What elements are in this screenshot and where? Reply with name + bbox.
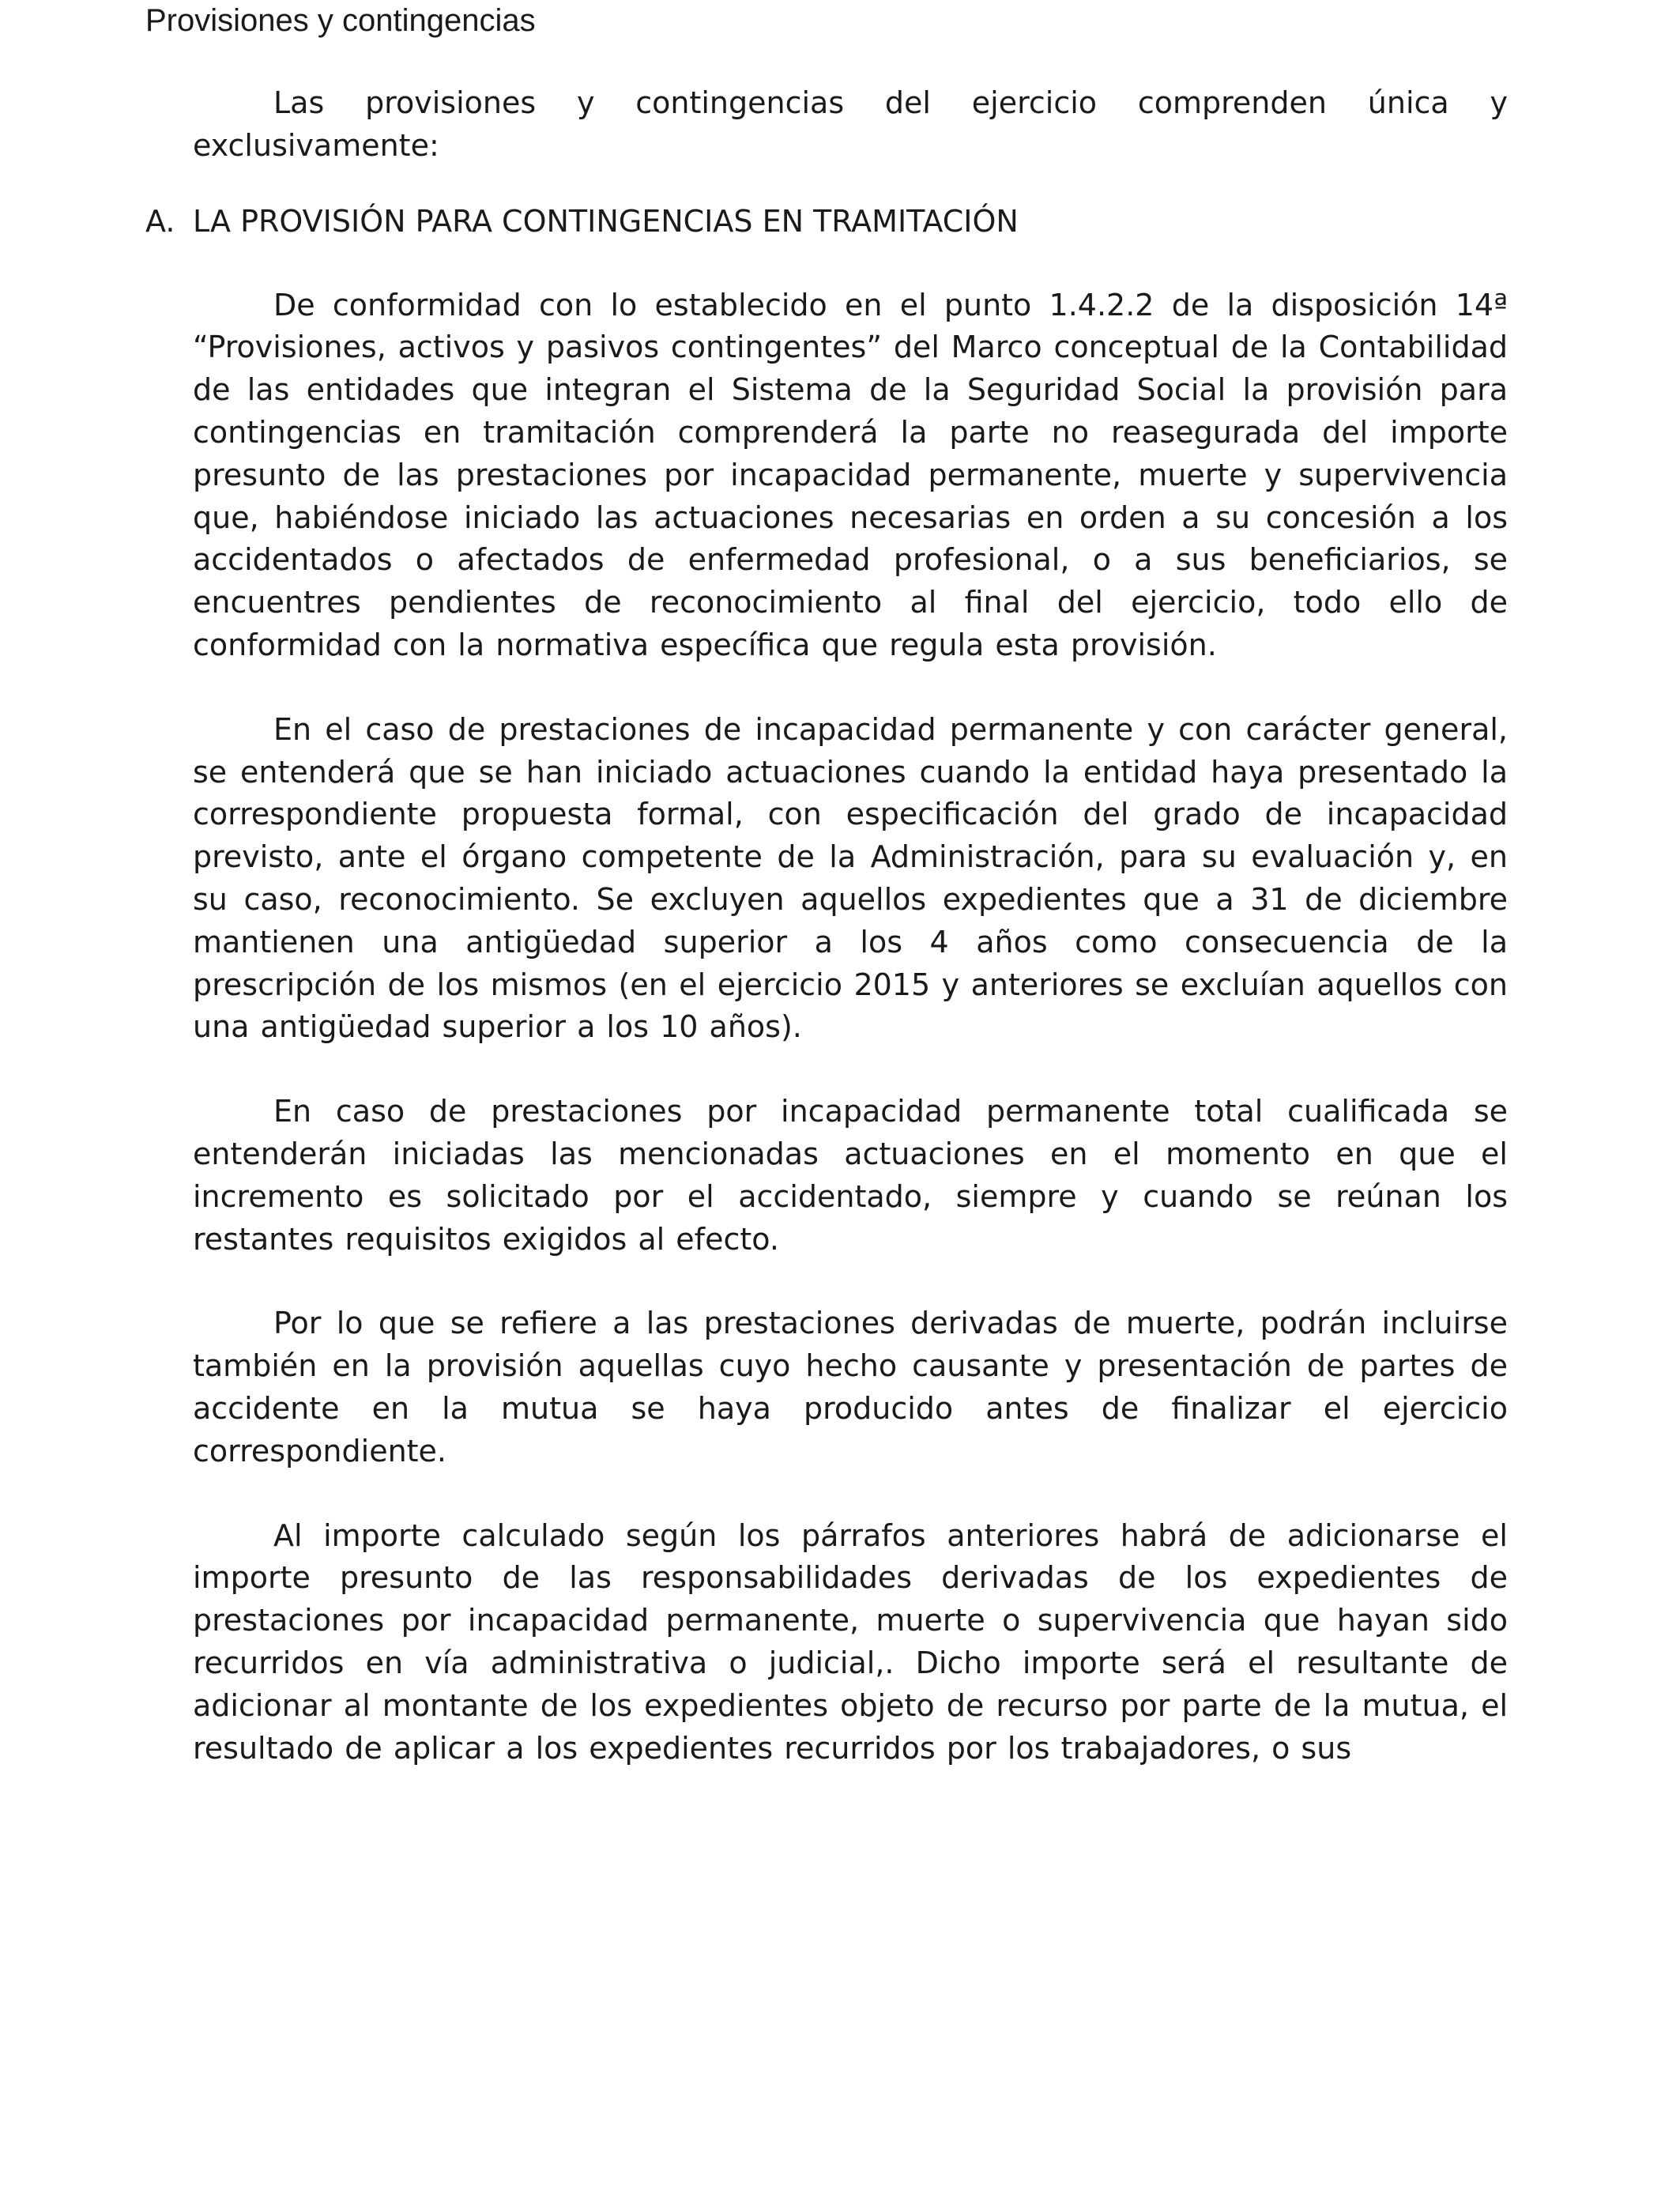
section-letter: A.: [145, 203, 175, 239]
paragraph-4: Por lo que se refiere a las prestaciones derivadas de muerte, podrán incluirse también en la provisión aquellas cuyo hecho causante y presentación de partes de accidente en la mutua se haya producido antes de finalizar el ejercicio correspondiente.: [193, 1306, 1508, 1468]
paragraph-3: En caso de prestaciones por incapacidad permanente total cualificada se entenderán iniciadas las mencionadas actuaciones en el momento en que el incremento es solicitado por el accidentado, siempre y cuando se reúnan los restantes requisitos exigidos al efecto.: [193, 1094, 1508, 1257]
paragraph-5: Al importe calculado según los párrafos anteriores habrá de adicionarse el importe presunto de las responsabilidades derivadas de los expedientes de prestaciones por incapacidad permanente, muerte o supervivencia que hayan sido recurridos en vía administrativa o judicial,. Dicho importe será el resultante de adicionar al montante de los expedientes objeto de recurso por parte de la mutua, el resultado de aplicar a los expedientes recurridos por los trabajadores, o sus: [193, 1517, 1508, 1766]
section-title: LA PROVISIÓN PARA CONTINGENCIAS EN TRAMITACIÓN: [193, 203, 1019, 239]
paragraph-2: En el caso de prestaciones de incapacidad permanente y con carácter general, se entenderá que se han iniciado actuaciones cuando la entidad haya presentado la correspondiente propuesta formal, con especificación del grado de incapacidad previsto, ante el órgano competente de la Administración, para su evaluación y, en su caso, reconocimiento. Se excluyen aquellos expedientes que a 31 de diciembre mantienen una antigüedad superior a los 4 años como consecuencia de la prescripción de los mismos (en el ejercicio 2015 y anteriores se excluían aquellos con una antigüedad superior a los 10 años).: [193, 711, 1508, 1045]
intro-paragraph: Las provisiones y contingencias del ejercicio comprenden única y exclusivamente:: [193, 85, 1508, 163]
document-body: [145, 82, 1508, 1770]
page-header-title: Provisiones y contingencias: [145, 3, 536, 38]
section-heading: [145, 200, 1460, 243]
paragraph-1: De conformidad con lo establecido en el punto 1.4.2.2 de la disposición 14ª “Provisiones, activos y pasivos contingentes” del Marco conceptual de la Contabilidad de las entidades que integran el Sistema de la Seguridad Social la provisión para contingencias en tramitación comprenderá la parte no reasegurada del importe presunto de las prestaciones por incapacidad permanente, muerte y supervivencia que, habiéndose iniciado las actuaciones necesarias en orden a su concesión a los accidentados o afectados de enfermedad profesional, o a sus beneficiarios, se encuentres pendientes de reconocimiento al final del ejercicio, todo ello de conformidad con la normativa específica que regula esta provisión.: [193, 287, 1508, 662]
